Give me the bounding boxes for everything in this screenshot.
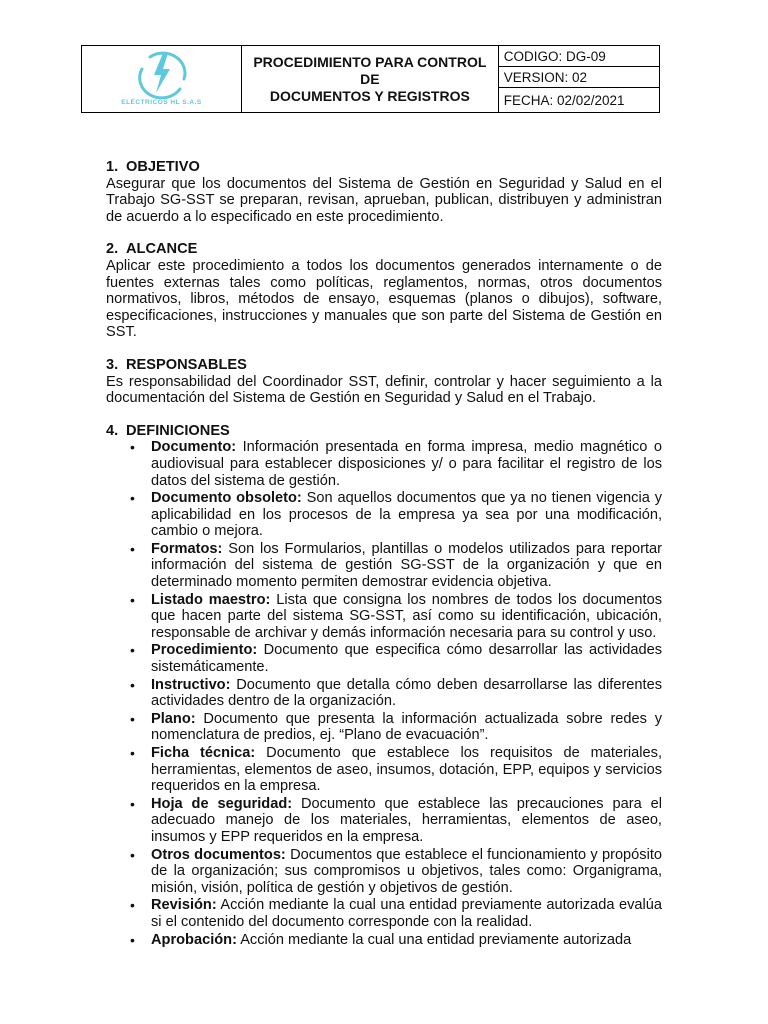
version-cell: VERSION: 02 [498,67,659,88]
section-objetivo [106,159,662,225]
definition-text: Acción mediante la cual una entidad previamente autorizada evalúa si el contenido del documento corresponde con la realidad. [151,897,663,930]
lightning-bolt-icon [132,51,190,99]
bullet-icon: • [130,591,135,608]
section-alcance [106,241,662,341]
section-number: 3. [106,356,119,373]
section-title [106,357,662,374]
definition-text: Documento que detalla cómo deben desarrollarse las diferentes actividades dentro de la organización. [151,676,663,710]
bullet-icon: • [130,795,135,812]
definition-text: Información presentada en forma impresa, medio magnético o audiovisual para establecer disposiciones y/ o para facilitar el registro de los datos del sistema de gestión. [151,439,662,489]
section-responsables [106,357,662,407]
list-item [106,677,662,710]
company-logo [82,47,241,111]
section-paragraph: Aplicar este procedimiento a todos los documentos generados internamente o de fuentes externas tales como políticas, reglamentos, normas, otros documentos normativos, libros, métodos de ensayo, esquemas (planos o dibujos), software, especificaciones, instrucciones y manuales que son parte del Sistema de Gestión en SST. [106,257,662,341]
bullet-icon: • [130,897,135,914]
definition-term: Aprobación: [151,931,237,948]
definition-term: Documento obsoleto: [151,490,302,507]
list-item [106,711,662,744]
bullet-icon: • [130,846,135,863]
definition-text: Acción mediante la cual una entidad previamente autorizada [240,931,632,948]
definition-term: Plano: [151,710,196,727]
title-line-1: PROCEDIMIENTO PARA CONTROL DE [253,53,487,87]
definition-term: Ficha técnica: [151,745,256,761]
fecha-cell: FECHA: 02/02/2021 [498,88,659,113]
definition-text: Lista que consigna los nombres de todos los documentos que hacen parte del sistema SG-SST, así como su identificación, ubicación, responsable de archivar y demás información necesaria para su control y uso. [151,591,663,641]
definition-term: Otros documentos: [151,846,286,863]
definition-text: Son aquellos documentos que ya no tienen vigencia y aplicabilidad en los procesos de la empresa ya sea por una modificación, cambio o mejora. [151,490,662,540]
bullet-icon: • [130,676,135,693]
logo-cell [82,46,242,113]
list-item [106,490,662,540]
definition-text: Documento que establece los requisitos de materiales, herramientas, elementos de aseo, insumos, dotación, EPP, equipos y servicios requeridos en la empresa. [151,745,663,795]
definition-text: Documento que especifica cómo desarrollar las actividades sistemáticamente. [151,642,662,676]
section-number: 4. [106,422,119,439]
definition-term: Revisión: [151,897,217,914]
definition-text: Documento que establece las precauciones para el adecuado manejo de los materiales, herramientas, elementos de aseo, insumos y EPP requeridos en la empresa. [151,795,662,845]
definition-term: Documento: [151,439,237,456]
definition-text: Documentos que establece el funcionamiento y propósito de la organización; sus compromisos u objetivos, tales como: Organigrama, misión, visión, política de gestión y objetivos de gestión. [151,846,663,896]
list-item [106,796,662,846]
definition-term: Hoja de seguridad: [151,795,293,812]
list-item [106,847,662,897]
codigo-cell: CODIGO: DG-09 [498,46,659,67]
list-item [106,541,662,591]
list-item [106,932,662,949]
definition-term: Listado maestro: [151,591,271,608]
bullet-icon: • [130,745,135,761]
section-title-text: ALCANCE [126,241,198,258]
logo-text: ELÉCTRICOS HL S.A.S [121,99,202,106]
document-header [81,45,660,113]
bullet-icon: • [130,710,135,727]
title-line-2: DOCUMENTOS Y REGISTROS [269,87,470,104]
definitions-list [106,439,662,948]
bullet-icon: • [130,490,135,507]
list-item [106,439,662,489]
section-definiciones [106,423,662,948]
section-title-text: OBJETIVO [126,159,200,175]
list-item [106,745,662,795]
document-body [106,159,662,964]
bullet-icon: • [130,931,135,948]
section-title [106,423,662,440]
section-title [106,241,662,258]
definition-text: Documento que presenta la información actualizada sobre redes y nomenclatura de predios, ej. “Plano de evacuación”. [151,710,662,744]
section-title-text: DEFINICIONES [126,422,230,439]
bullet-icon: • [130,642,135,659]
list-item [106,897,662,930]
definition-text: Son los Formularios, plantillas o modelos utilizados para reportar información del sistema de gestión SG-SST de la organización y que en determinado momento permiten demostrar evidencia objetiva. [151,540,662,591]
definition-term: Instructivo: [151,676,231,693]
section-number: 1. [106,159,119,175]
document-title [242,46,499,113]
bullet-icon: • [130,439,135,456]
definition-term: Procedimiento: [151,642,258,659]
section-title-text: RESPONSABLES [126,356,247,373]
section-paragraph: Asegurar que los documentos del Sistema de Gestión en Seguridad y Salud en el Trabajo SG-SST se preparan, revisan, aprueban, publican, distribuyen y administran de acuerdo a lo especificado en este procedimiento. [106,175,662,225]
bullet-icon: • [130,540,135,557]
list-item [106,642,662,675]
section-number: 2. [106,241,119,258]
definition-term: Formatos: [151,540,223,557]
section-title [106,159,662,176]
section-paragraph: Es responsabilidad del Coordinador SST, definir, controlar y hacer seguimiento a la documentación del Sistema de Gestión en Seguridad y Salud en el Trabajo. [106,373,662,407]
list-item [106,592,662,642]
